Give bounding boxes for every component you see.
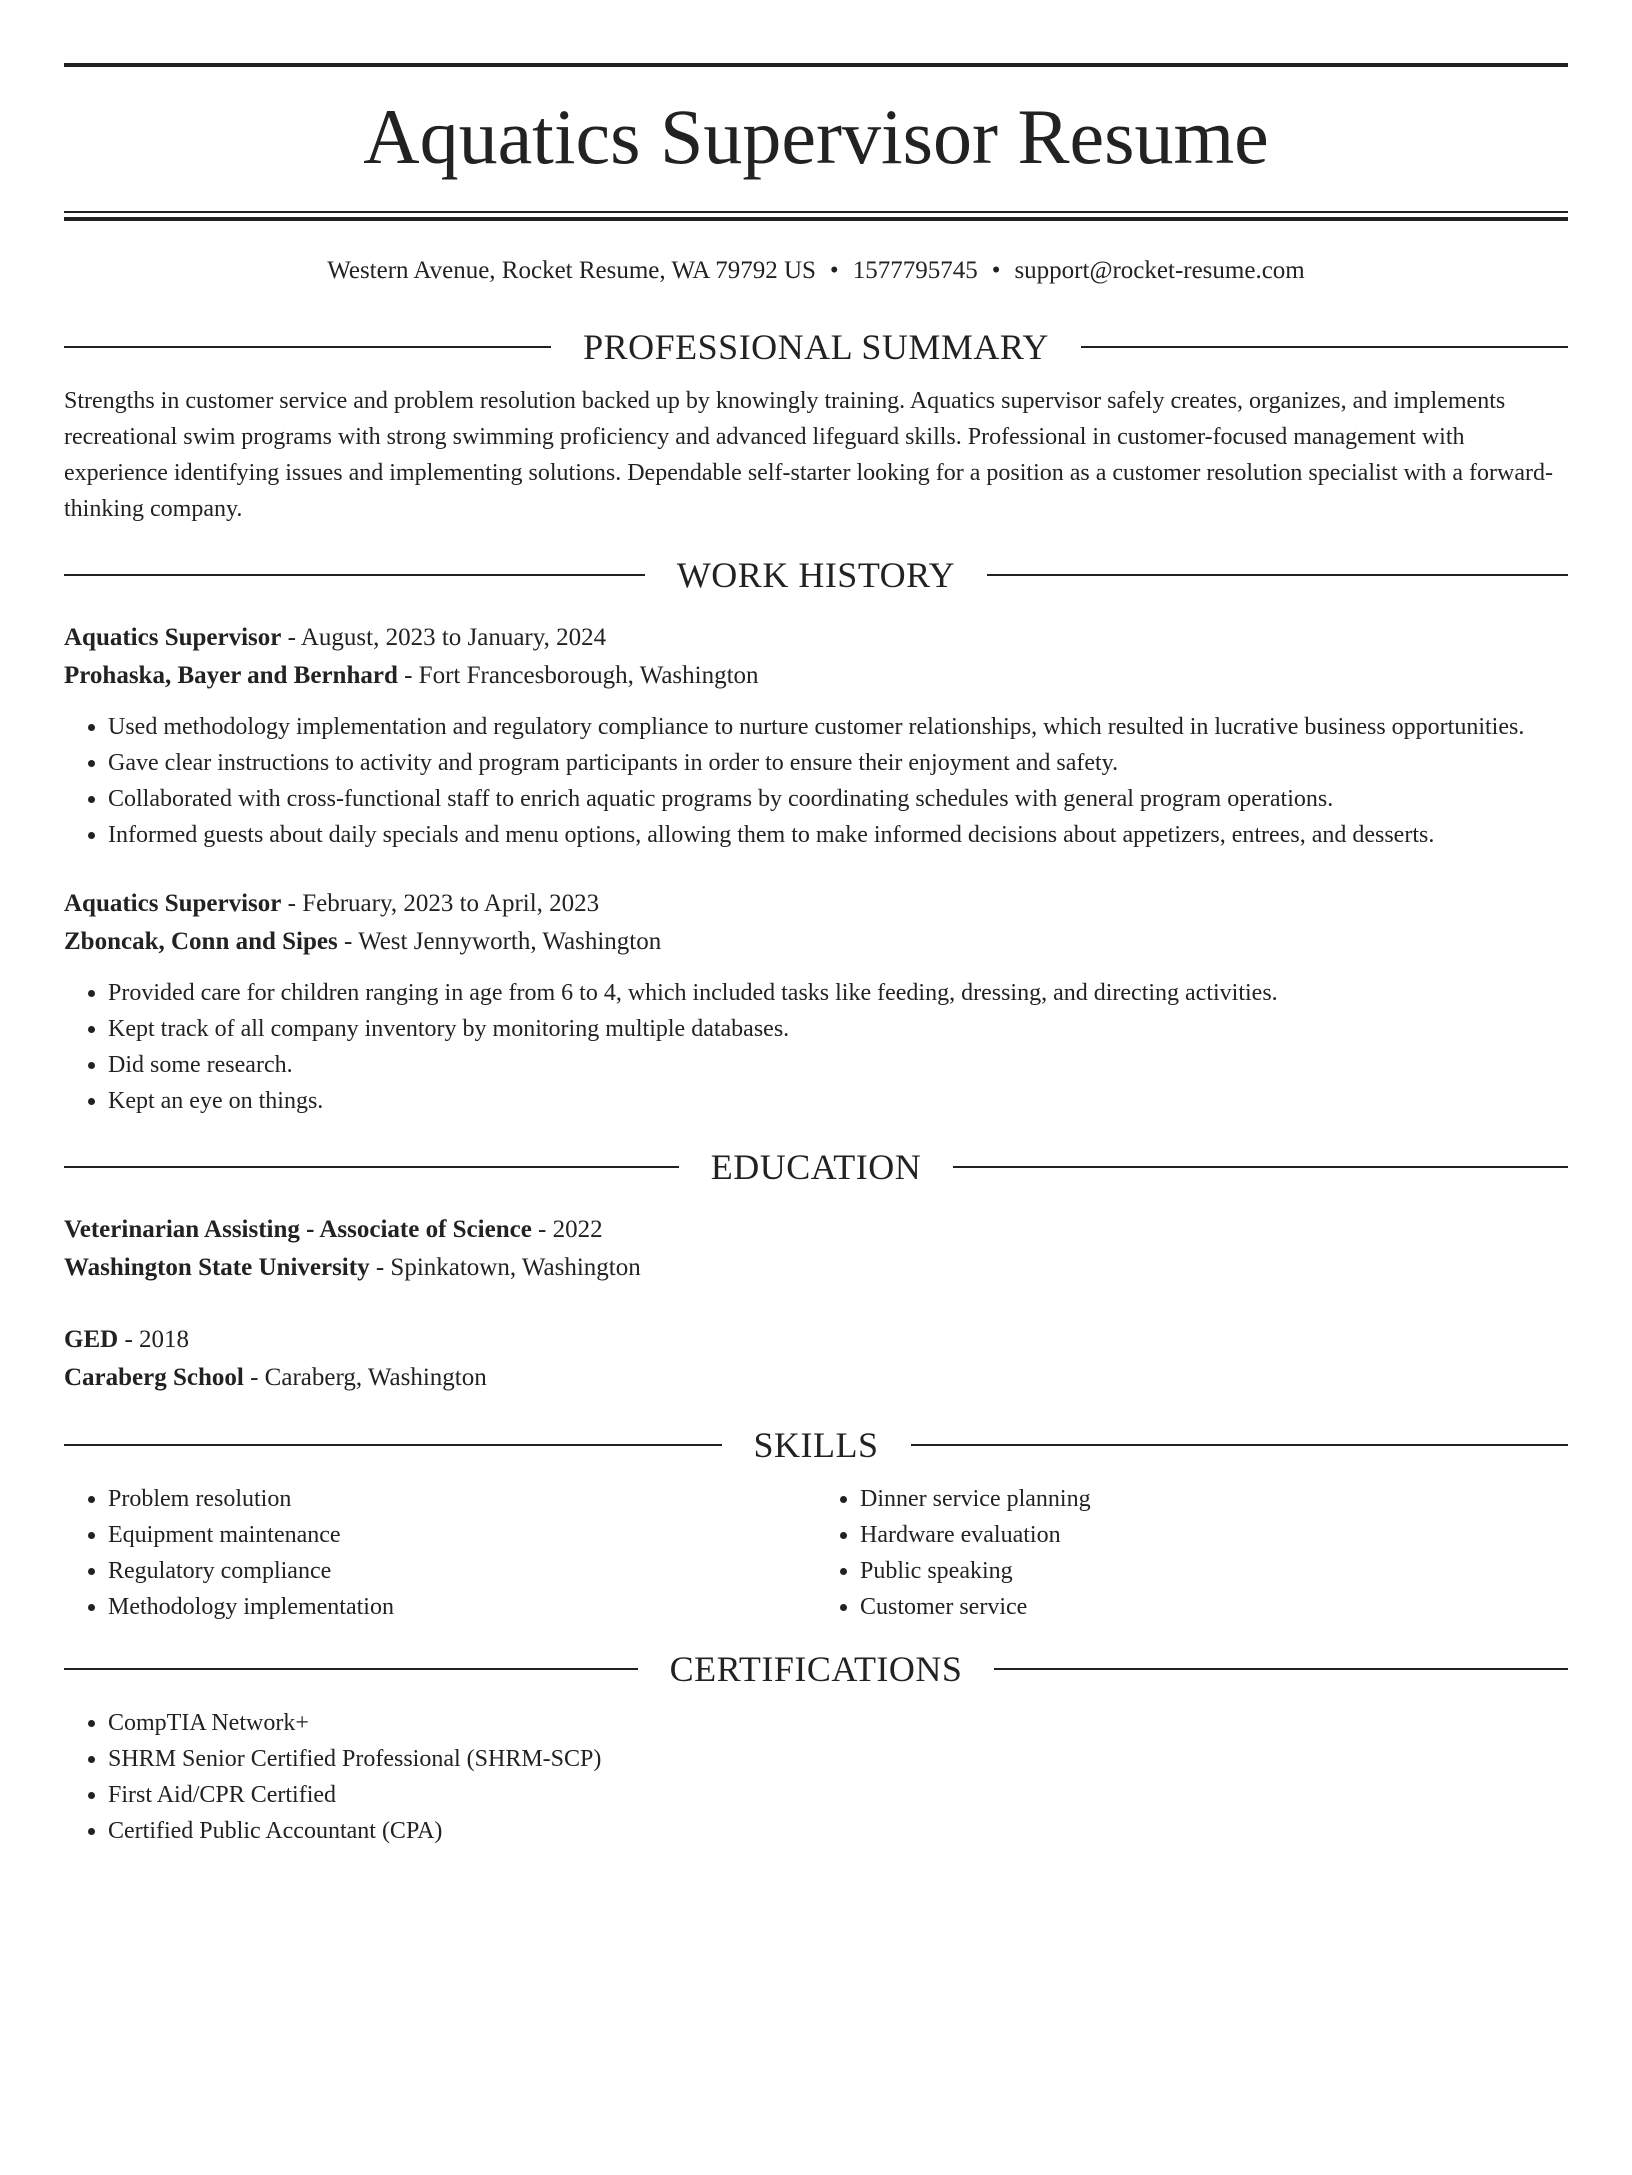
list-item: • Public speaking (860, 1553, 1568, 1589)
section-title: WORK HISTORY (676, 555, 956, 595)
heading-rule (911, 1444, 1569, 1446)
job-entry (64, 619, 1568, 853)
certifications-list (64, 1705, 1568, 1849)
title-double-rule (64, 211, 1568, 221)
list-item: • Gave clear instructions to activity and program participants in order to ensure their enjoyment and safety. (108, 745, 1568, 781)
heading-rule (987, 574, 1568, 576)
list-item: • Kept track of all company inventory by monitoring multiple databases. (108, 1011, 1568, 1047)
education-entry (64, 1211, 1568, 1287)
education-school: Caraberg School (64, 1364, 244, 1391)
top-rule (64, 63, 1568, 67)
skills-list-left (64, 1481, 816, 1625)
section-heading-education (64, 1145, 1568, 1189)
skills-list-right (816, 1481, 1568, 1625)
skills-grid (64, 1481, 1568, 1625)
education-degree-line (64, 1211, 1568, 1249)
section-title: SKILLS (753, 1425, 879, 1465)
job-bullets (64, 709, 1568, 853)
contact-phone: 1577795745 (852, 257, 978, 284)
education-degree: Veterinarian Assisting - Associate of Science (64, 1216, 532, 1243)
education-entry (64, 1321, 1568, 1397)
contact-separator: • (829, 257, 839, 284)
education-school-line (64, 1249, 1568, 1287)
list-item: • Informed guests about daily specials and menu options, allowing them to make informed decisions about appetizers, entrees, and desserts. (108, 817, 1568, 853)
education-year: - 2018 (118, 1326, 190, 1353)
job-company: Zboncak, Conn and Sipes (64, 928, 338, 955)
list-item: • Collaborated with cross-functional staff to enrich aquatic programs by coordinating schedules with general program operations. (108, 781, 1568, 817)
education-degree-line (64, 1321, 1568, 1359)
list-item: • First Aid/CPR Certified (108, 1777, 1568, 1813)
section-heading-skills (64, 1423, 1568, 1467)
job-location: - West Jennyworth, Washington (337, 928, 662, 955)
list-item: • Methodology implementation (108, 1589, 816, 1625)
list-item: • Used methodology implementation and regulatory compliance to nurture customer relationships, which resulted in lucrative business opportunities. (108, 709, 1568, 745)
job-title-line (64, 619, 1568, 657)
education-degree: GED (64, 1326, 119, 1353)
job-company: Prohaska, Bayer and Bernhard (64, 662, 398, 689)
heading-rule (1081, 346, 1568, 348)
heading-rule (64, 1668, 638, 1670)
list-item: • CompTIA Network+ (108, 1705, 1568, 1741)
contact-email: support@rocket-resume.com (1014, 257, 1305, 284)
job-role: Aquatics Supervisor (64, 624, 282, 651)
job-location: - Fort Francesborough, Washington (397, 662, 759, 689)
heading-rule (64, 1444, 722, 1446)
job-company-line (64, 657, 1568, 695)
job-bullets (64, 975, 1568, 1119)
contact-separator: • (991, 257, 1001, 284)
heading-rule (64, 1166, 679, 1168)
job-role: Aquatics Supervisor (64, 890, 282, 917)
education-year: - 2022 (531, 1216, 603, 1243)
list-item: • Did some research. (108, 1047, 1568, 1083)
job-dates: - February, 2023 to April, 2023 (281, 890, 600, 917)
contact-address: Western Avenue, Rocket Resume, WA 79792 US (327, 257, 816, 284)
heading-rule (64, 574, 645, 576)
section-heading-certifications (64, 1647, 1568, 1691)
resume-page (0, 63, 1632, 2175)
section-heading-summary (64, 325, 1568, 369)
job-dates: - August, 2023 to January, 2024 (281, 624, 607, 651)
section-heading-work-history (64, 553, 1568, 597)
list-item: • SHRM Senior Certified Professional (SHRM-SCP) (108, 1741, 1568, 1777)
list-item: • Provided care for children ranging in age from 6 to 4, which included tasks like feeding, dressing, and directing activities. (108, 975, 1568, 1011)
education-school-line (64, 1359, 1568, 1397)
section-title: EDUCATION (710, 1147, 922, 1187)
list-item: • Kept an eye on things. (108, 1083, 1568, 1119)
summary-paragraph: Strengths in customer service and problem resolution backed up by knowingly training. Aquatics supervisor safely creates, organizes, and implements recreational swim programs with strong swimming proficiency and advanced lifeguard skills. Professional in customer-focused management with experience identifying issues and implementing solutions. Dependable self-starter looking for a position as a customer resolution specialist with a forward-thinking company. (64, 388, 1553, 522)
job-entry (64, 885, 1568, 1119)
contact-line (64, 255, 1568, 287)
heading-rule (994, 1668, 1568, 1670)
list-item: • Regulatory compliance (108, 1553, 816, 1589)
list-item: • Certified Public Accountant (CPA) (108, 1813, 1568, 1849)
list-item: • Hardware evaluation (860, 1517, 1568, 1553)
job-title-line (64, 885, 1568, 923)
heading-rule (64, 346, 551, 348)
page-title: Aquatics Supervisor Resume (363, 93, 1269, 180)
list-item: • Customer service (860, 1589, 1568, 1625)
section-title: CERTIFICATIONS (669, 1649, 963, 1689)
section-title: PROFESSIONAL SUMMARY (583, 327, 1049, 367)
education-location: - Caraberg, Washington (243, 1364, 487, 1391)
heading-rule (953, 1166, 1568, 1168)
list-item: • Dinner service planning (860, 1481, 1568, 1517)
education-school: Washington State University (64, 1254, 370, 1281)
education-location: - Spinkatown, Washington (369, 1254, 641, 1281)
job-company-line (64, 923, 1568, 961)
list-item: • Problem resolution (108, 1481, 816, 1517)
list-item: • Equipment maintenance (108, 1517, 816, 1553)
